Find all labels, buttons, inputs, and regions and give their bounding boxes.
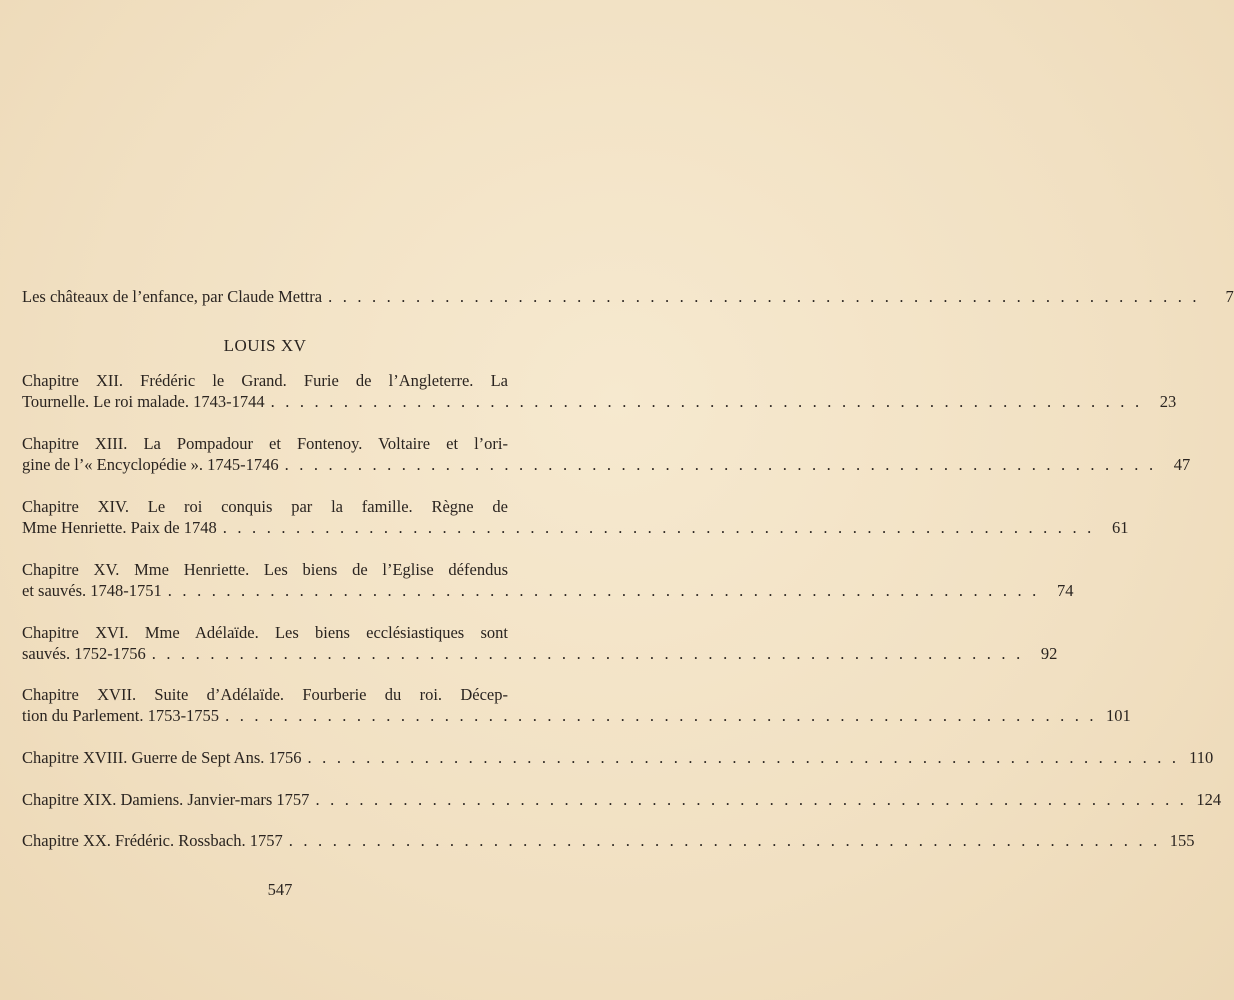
toc-entry <box>22 433 1191 475</box>
toc-entry-page: 23 <box>1159 392 1177 411</box>
dot-leader: . . . . . . . . . . . . . . . . . . . . . . . . . . . . . . . . . . . . . . . . . . . . . . . . . . . . . . . . . . . . <box>167 581 1040 600</box>
toc-entry-page: 74 <box>1056 581 1074 600</box>
dot-leader: . . . . . . . . . . . . . . . . . . . . . . . . . . . . . . . . . . . . . . . . . . . . . . . . . . . . . . . . . . . . <box>225 706 1097 725</box>
toc-entry-line1: Chapitre XIV. Le roi conquis par la famille. Règne de <box>22 497 508 516</box>
toc-entry-line2 <box>22 391 1177 412</box>
toc-entry-line1: Chapitre XVII. Suite d’Adélaïde. Fourberie du roi. Décep- <box>22 685 508 704</box>
toc-entry-line <box>22 789 1222 810</box>
toc-entry-title: sauvés. 1752-1756 <box>22 644 146 663</box>
toc-entry-title: tion du Parlement. 1753-1755 <box>22 706 220 725</box>
toc-entry <box>22 747 1214 768</box>
table-of-contents-page <box>22 0 1234 1000</box>
toc-entry-title: Chapitre XVIII. Guerre de Sept Ans. 1756 <box>22 748 302 767</box>
dot-leader: . . . . . . . . . . . . . . . . . . . . . . . . . . . . . . . . . . . . . . . . . . . . . . . . . . . . . . . . . . . . <box>151 644 1024 663</box>
toc-entry-line <box>22 830 1195 851</box>
page-number: 547 <box>267 880 293 899</box>
toc-entry-title: Chapitre XIX. Damiens. Janvier-mars 1757 <box>22 790 310 809</box>
dot-leader: . . . . . . . . . . . . . . . . . . . . . . . . . . . . . . . . . . . . . . . . . . . . . . . . . . . . . . . . . . . . <box>222 518 1095 537</box>
dot-leader: . . . . . . . . . . . . . . . . . . . . . . . . . . . . . . . . . . . . . . . . . . . . . . . . . . . . . . . . . . . . <box>270 392 1143 411</box>
toc-entry-line1: Chapitre XII. Frédéric le Grand. Furie de l’Angleterre. La <box>22 371 508 390</box>
toc-entry-title: Tournelle. Le roi malade. 1743-1744 <box>22 392 265 411</box>
toc-entry-title: Chapitre XX. Frédéric. Rossbach. 1757 <box>22 831 283 850</box>
dot-leader: . . . . . . . . . . . . . . . . . . . . . . . . . . . . . . . . . . . . . . . . . . . . . . . . . . . . . . . . . . . . <box>307 748 1180 767</box>
toc-entry-line2 <box>22 580 1074 601</box>
toc-entry <box>22 559 1074 601</box>
toc-entry <box>22 684 1131 726</box>
toc-entry-page: 101 <box>1106 706 1131 725</box>
toc-entry-line2 <box>22 643 1058 664</box>
toc-entry-line2 <box>22 517 1129 538</box>
toc-entry-page: 61 <box>1111 518 1129 537</box>
dot-leader: . . . . . . . . . . . . . . . . . . . . . . . . . . . . . . . . . . . . . . . . . . . . . . . . . . . . . . . . . . . . <box>284 455 1157 474</box>
toc-entry <box>22 622 1058 664</box>
dot-leader: . . . . . . . . . . . . . . . . . . . . . . . . . . . . . . . . . . . . . . . . . . . . . . . . . . . . . . . . . . . . <box>288 831 1161 850</box>
toc-entry-page: 110 <box>1189 748 1214 767</box>
toc-entry-line1: Chapitre XIII. La Pompadour et Fontenoy. Voltaire et l’ori- <box>22 434 508 453</box>
dot-leader: . . . . . . . . . . . . . . . . . . . . . . . . . . . . . . . . . . . . . . . . . . . . . . . . . . . . . . . . . . . . <box>328 287 1200 306</box>
toc-entry-line <box>22 747 1214 768</box>
toc-entry-line2 <box>22 705 1131 726</box>
toc-entry-line1: Chapitre XVI. Mme Adélaïde. Les biens ecclésiastiques sont <box>22 623 508 642</box>
toc-entry-title: gine de l’« Encyclopédie ». 1745-1746 <box>22 455 279 474</box>
toc-entry <box>22 789 1222 810</box>
toc-entry-title: et sauvés. 1748-1751 <box>22 581 162 600</box>
toc-entry-page: 92 <box>1040 644 1058 663</box>
toc-entry-title: Mme Henriette. Paix de 1748 <box>22 518 217 537</box>
toc-entry <box>22 496 1129 538</box>
dot-leader: . . . . . . . . . . . . . . . . . . . . . . . . . . . . . . . . . . . . . . . . . . . . . . . . . . . . . . . . . . . . <box>315 790 1188 809</box>
toc-entry <box>22 830 1195 851</box>
toc-entry-line2 <box>22 454 1191 475</box>
toc-entry-page: 155 <box>1169 831 1195 850</box>
toc-entry-page: 124 <box>1196 790 1222 809</box>
toc-entry-line1: Chapitre XV. Mme Henriette. Les biens de l’Eglise défendus <box>22 560 508 579</box>
toc-entry-page: 7 <box>1225 287 1234 306</box>
toc-entry-title: Les châteaux de l’enfance, par Claude Mettra <box>22 287 323 306</box>
section-title: LOUIS XV <box>223 336 307 355</box>
toc-entry-page: 47 <box>1173 455 1191 474</box>
toc-entry <box>22 370 1177 412</box>
toc-intro-entry <box>22 286 1234 307</box>
